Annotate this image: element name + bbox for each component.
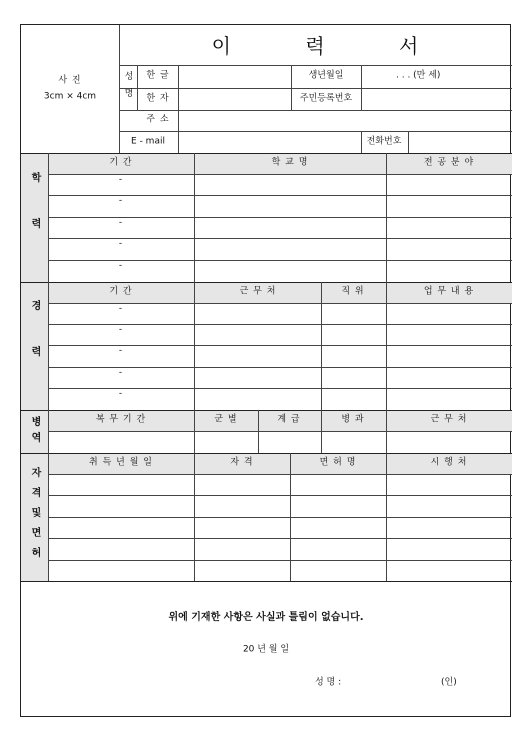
birthdate-value[interactable]: . . . (만 세): [396, 70, 441, 81]
military-section-label: 병역: [29, 415, 40, 448]
name-group-label: 성명: [122, 70, 133, 105]
license-header-date: 취 득 년 월 일: [89, 457, 153, 468]
address-label: 주 소: [146, 114, 170, 125]
career-row-dash: -: [118, 303, 124, 314]
license-section-label: 자격및면허: [29, 467, 40, 567]
military-header-rank: 계 급: [277, 414, 301, 425]
career-header-position: 직 위: [341, 286, 365, 297]
name-hanja-field[interactable]: [179, 89, 290, 109]
email-field[interactable]: [179, 132, 361, 153]
phone-field[interactable]: [409, 132, 512, 153]
signature-label: 성 명 :: [315, 677, 342, 688]
name-hanja-label: 한 자: [146, 93, 170, 104]
education-row-dash: -: [118, 217, 124, 228]
education-row-dash: -: [118, 260, 124, 271]
declaration-statement: 위에 기재한 사항은 사실과 틀림이 없습니다.: [168, 612, 364, 623]
education-row-dash: -: [118, 238, 124, 249]
career-row-dash: -: [118, 345, 124, 356]
career-header-employer: 근 무 처: [239, 286, 277, 297]
address-field[interactable]: [179, 111, 512, 131]
photo-size: 3cm × 4cm: [43, 91, 97, 102]
declaration-date[interactable]: 20 년 월 일: [242, 644, 290, 655]
license-header-issuer: 시 행 처: [430, 457, 468, 468]
page-title: 이 력 서: [211, 34, 453, 58]
education-header-period: 기 간: [109, 157, 133, 168]
education-row-dash: -: [118, 174, 124, 185]
email-label: E - mail: [131, 136, 165, 147]
education-header-school: 학 교 명: [271, 157, 309, 168]
career-row-dash: -: [118, 367, 124, 378]
military-header-specialty: 병 과: [341, 414, 365, 425]
birthdate-label: 생년월일: [308, 70, 344, 81]
military-header-period: 복 무 기 간: [95, 414, 147, 425]
phone-label: 전화번호: [366, 136, 402, 147]
military-header-branch: 군 별: [214, 414, 238, 425]
career-row-dash: -: [118, 324, 124, 335]
license-header-name: 면 허 명: [319, 457, 357, 468]
seal-mark[interactable]: (인): [441, 677, 457, 688]
photo-label: 사 진: [58, 75, 82, 86]
education-row-dash: -: [118, 195, 124, 206]
education-header-major: 전 공 분 야: [423, 157, 475, 168]
resident-number-label: 주민등록번호: [299, 93, 353, 104]
name-korean-field[interactable]: [179, 66, 290, 87]
license-header-qualification: 자 격: [230, 457, 254, 468]
military-header-unit: 근 무 처: [430, 414, 468, 425]
career-section-label: 경력: [29, 300, 40, 392]
resident-number-field[interactable]: [362, 89, 512, 109]
resume-form: [20, 24, 511, 717]
career-row-dash: -: [118, 388, 124, 399]
education-section-label: 학력: [29, 171, 40, 264]
name-korean-label: 한 글: [146, 70, 170, 81]
career-header-period: 기 간: [109, 286, 133, 297]
career-header-duties: 업 무 내 용: [423, 286, 475, 297]
